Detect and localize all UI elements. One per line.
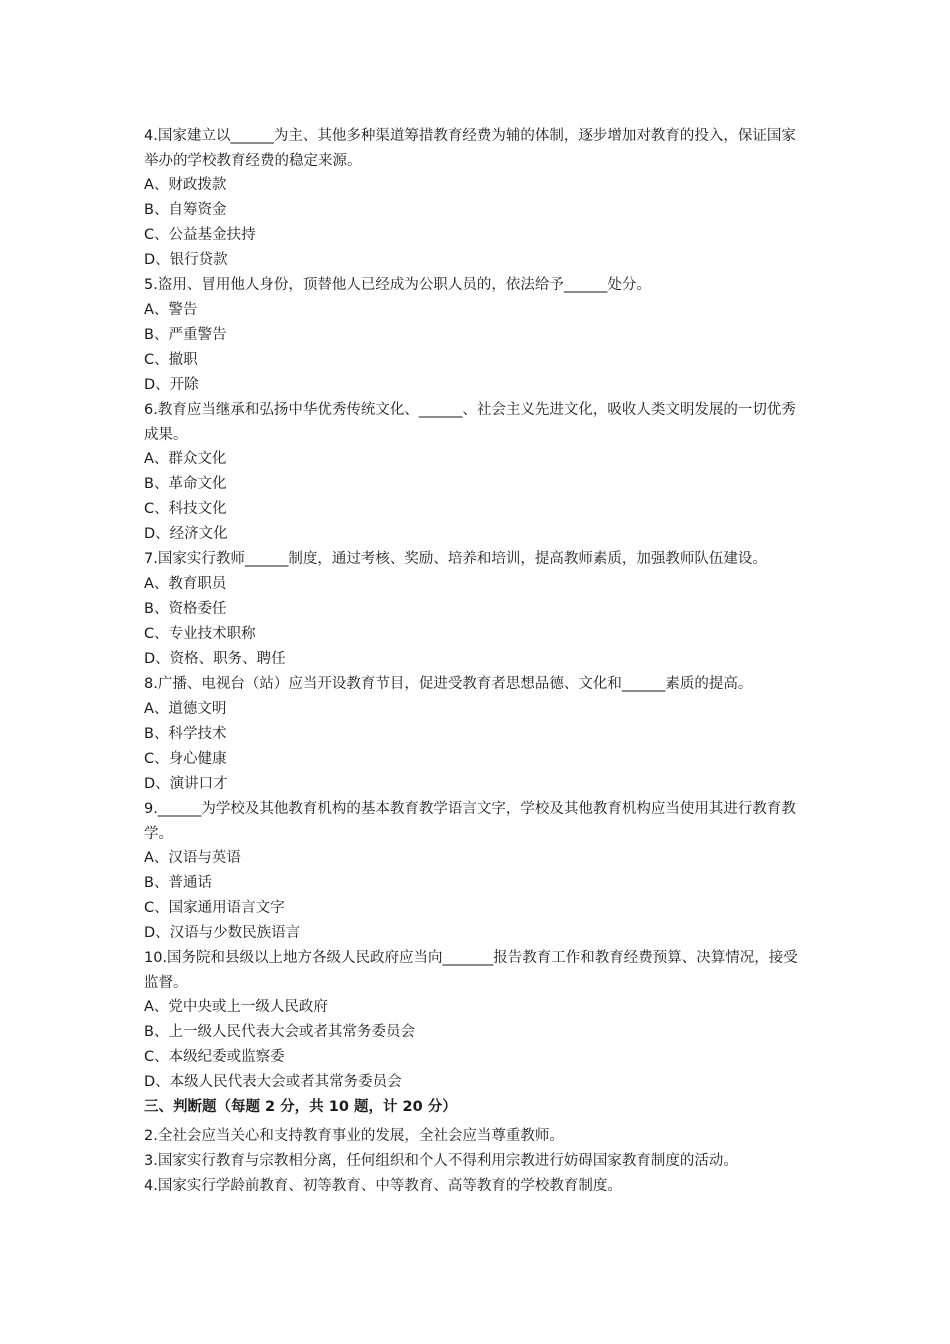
question-block: [144, 672, 808, 797]
question-stem: 6.教育应当继承和弘扬中华优秀传统文化、______、社会主义先进文化，吸收人类文明发展的一切优秀成果。: [144, 402, 796, 443]
option-d: D、本级人民代表大会或者其常务委员会: [144, 1074, 402, 1090]
question-stem: 4.国家建立以______为主、其他多种渠道筹措教育经费为辅的体制，逐步增加对教育的投入，保证国家举办的学校教育经费的稳定来源。: [144, 128, 796, 169]
question-block: [144, 946, 808, 1095]
option-c: C、国家通用语言文字: [144, 900, 285, 916]
option-c: C、身心健康: [144, 751, 227, 767]
document-content: [144, 124, 808, 1199]
option-a: A、汉语与英语: [144, 850, 241, 866]
option-c: C、公益基金扶持: [144, 227, 256, 243]
question-stem: 9.______为学校及其他教育机构的基本教育教学语言文字，学校及其他教育机构应当使用其进行教育教学。: [144, 801, 796, 842]
option-d: D、银行贷款: [144, 252, 228, 268]
option-c: C、撤职: [144, 352, 198, 368]
option-a: A、群众文化: [144, 451, 227, 467]
option-d: D、演讲口才: [144, 776, 228, 792]
option-a: A、道德文明: [144, 701, 227, 717]
section-true-false: [144, 1095, 808, 1199]
option-d: D、汉语与少数民族语言: [144, 925, 301, 941]
option-b: B、科学技术: [144, 726, 227, 742]
judgment-item: 2.全社会应当关心和支持教育事业的发展，全社会应当尊重教师。: [144, 1128, 564, 1144]
question-block: [144, 547, 808, 672]
option-d: D、经济文化: [144, 526, 228, 542]
judgment-item: 4.国家实行学龄前教育、初等教育、中等教育、高等教育的学校教育制度。: [144, 1178, 622, 1194]
option-b: B、普通话: [144, 875, 212, 891]
question-block: [144, 398, 808, 547]
option-a: A、警告: [144, 302, 198, 318]
option-c: C、科技文化: [144, 501, 227, 517]
option-c: C、专业技术职称: [144, 626, 256, 642]
section-heading: 三、判断题（每题 2 分，共 10 题，计 20 分）: [144, 1099, 457, 1115]
question-stem: 10.国务院和县级以上地方各级人民政府应当向_______报告教育工作和教育经费预算、决算情况，接受监督。: [144, 950, 798, 991]
question-block: [144, 273, 808, 398]
question-block: [144, 124, 808, 273]
option-a: A、教育职员: [144, 576, 227, 592]
question-stem: 5.盗用、冒用他人身份，顶替他人已经成为公职人员的，依法给予______处分。: [144, 277, 651, 293]
option-d: D、资格、职务、聘任: [144, 651, 286, 667]
question-block: [144, 797, 808, 946]
question-stem: 7.国家实行教师______制度，通过考核、奖励、培养和培训，提高教师素质，加强教师队伍建设。: [144, 551, 767, 567]
option-a: A、财政拨款: [144, 177, 227, 193]
option-b: B、自筹资金: [144, 202, 227, 218]
option-b: B、严重警告: [144, 327, 227, 343]
option-b: B、革命文化: [144, 476, 227, 492]
option-a: A、党中央或上一级人民政府: [144, 999, 328, 1015]
option-b: B、上一级人民代表大会或者其常务委员会: [144, 1024, 415, 1040]
option-b: B、资格委任: [144, 601, 227, 617]
question-stem: 8.广播、电视台（站）应当开设教育节目，促进受教育者思想品德、文化和______素质的提高。: [144, 676, 753, 692]
option-d: D、开除: [144, 377, 199, 393]
judgment-item: 3.国家实行教育与宗教相分离，任何组织和个人不得利用宗教进行妨碍国家教育制度的活动。: [144, 1153, 738, 1169]
option-c: C、本级纪委或监察委: [144, 1049, 285, 1065]
